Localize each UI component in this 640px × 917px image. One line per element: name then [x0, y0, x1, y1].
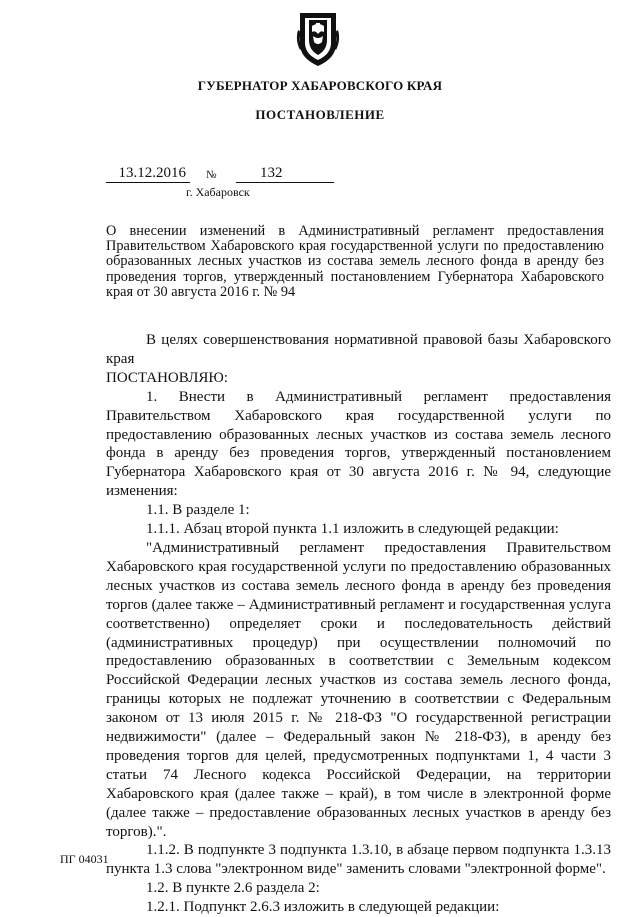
item-1-1-paragraph: 1.1. В разделе 1: — [146, 502, 250, 519]
document-subject: О внесении изменений в Административный регламент предоставления Правительством Хабаровского края государственной услуги по предоставлению образованных лесных участков из состава земель лесного фонда в аренду без проведения торгов, утвержденный постановлением Губернатора Хабаровского края от 30 августа 2016 г. № 94 — [106, 223, 604, 300]
document-date: 13.12.2016 — [106, 165, 190, 183]
resolve-heading: ПОСТАНОВЛЯЮ: — [106, 369, 228, 386]
item-1-1-2-paragraph: 1.1.2. В подпункте 3 подпункта 1.3.10, в абзаце первом подпункта 1.3.13 пункта 1.3 слова "электронном виде" заменить словами "электронной форме". — [106, 842, 611, 878]
document-number: 132 — [236, 165, 334, 183]
issue-city: г. Хабаровск — [186, 185, 250, 199]
item-1-1-1-paragraph: 1.1.1. Абзац второй пункта 1.1 изложить в следующей редакции: — [146, 521, 559, 538]
preamble-paragraph: В целях совершенствования нормативной правовой базы Хабаровского края — [106, 332, 611, 367]
issuer-title: ГУБЕРНАТОР ХАБАРОВСКОГО КРАЯ — [197, 78, 443, 93]
item-1-2-1-paragraph: 1.2.1. Подпункт 2.6.3 изложить в следующей редакции: — [146, 899, 500, 916]
coat-of-arms-emblem — [296, 10, 340, 68]
quoted-regulation-paragraph: "Административный регламент предоставления Правительством Хабаровского края государственной услуги по предоставлению образованных лесных участков из состава земель лесного фонда в аренду без проведения торгов (далее также – Административный регламент и государственная услуга соответственно) определяет сроки и последовательность действий (административных процедур) при осуществлении полномочий по предоставлению образованных в соответствии с Земельным кодексом Российской Федерации лесных участков из состава земель лесного фонда, границы которых не подлежат уточнению в соответствии с Федеральным законом от 13 июля 2015 г. № 218-ФЗ "О государственной регистрации недвижимости" (далее – Федеральный закон № 218-ФЗ), в аренду без проведения торгов для целей, предусмотренных подпунктами 1, 4 части 3 статьи 74 Лесного кодекса Российской Федерации, на территории Хабаровского края (далее также – край), в том числе в электронной форме (далее также – предоставление образованных лесных участков в аренду без торгов).". — [106, 539, 611, 840]
document-code: ПГ 04031 — [60, 852, 109, 866]
document-body — [106, 331, 611, 917]
number-sign: № — [206, 169, 217, 181]
item-1-2-paragraph: 1.2. В пункте 2.6 раздела 2: — [146, 880, 320, 897]
item-1-paragraph: 1. Внести в Административный регламент предоставления Правительством Хабаровского края государственной услуги по предоставлению образованных лесных участков из состава земель лесного фонда в аренду без проведения торгов, утвержденный постановлением Губернатора Хабаровского края от 30 августа 2016 г. № 94, следующие изменения: — [106, 388, 611, 500]
document-type: ПОСТАНОВЛЕНИЕ — [255, 107, 385, 122]
registration-line — [106, 165, 336, 185]
